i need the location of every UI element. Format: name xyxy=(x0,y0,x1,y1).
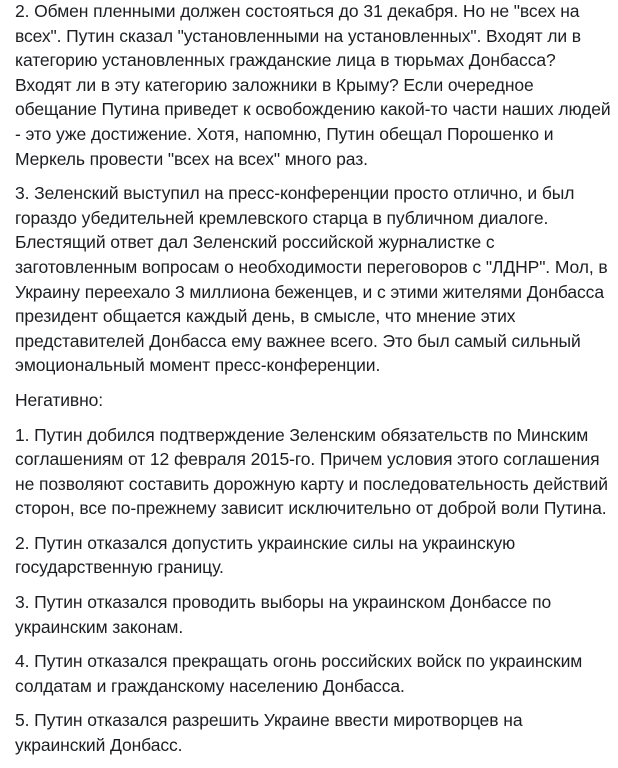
paragraph-elections: 3. Путин отказался проводить выборы на украинском Донбассе по украинским законам. xyxy=(15,592,552,637)
paragraph-peacekeepers: 5. Путин отказался разрешить Украине ввести миротворцев на украинский Донбасс. xyxy=(15,710,523,756)
paragraph-press-conference: 3. Зеленский выступил на пресс-конференции просто отлично, и был гораздо убедительней кремлевского старца в публичном диалоге. Блестящий ответ дал Зеленский российской журналистке с заготовленным вопросам о необходимости переговоров с "ЛДНР". Мол, в Украину переехало 3 миллиона беженцев, и с этими жителями Донбасса президент общается каждый день, в смысле, что мнение этих представителей Донбасса ему важнее всего. Это был самый сильный эмоциональный момент пресс-конференции. xyxy=(15,183,608,376)
paragraph-border: 2. Путин отказался допустить украинские силы на украинскую государственную границу. xyxy=(15,532,516,578)
post-body xyxy=(15,0,615,768)
paragraph-ceasefire: 4. Путин отказался прекращать огонь российских войск по украинским солдатам и гражданскому населению Донбасса. xyxy=(15,651,583,696)
paragraph-minsk-agreements: 1. Путин добился подтверждение Зеленским обязательств по Минским соглашениям от 12 февраля 2015-го. Причем условия этого соглашения не позволяют составить дорожную карту и последовательность действий сторон, все по-прежнему зависит исключительно от доброй воли Путина. xyxy=(15,424,608,519)
section-heading-negative: Негативно: xyxy=(15,389,104,410)
paragraph-prisoner-exchange: 2. Обмен пленными должен состояться до 31 декабря. Но не "всех на всех". Путин сказал "установленными на установленных". Входят ли в категорию установленных гражданские лица в тюрьмах Донбасса? Входят ли в эту категорию заложники в Крыму? Если очередное обещание Путина приведет к освобождению какой-то части наших людей - это уже достижение. Хотя, напомню, Путин обещал Порошенко и Меркель провести "всех на всех" много раз. xyxy=(15,1,611,169)
